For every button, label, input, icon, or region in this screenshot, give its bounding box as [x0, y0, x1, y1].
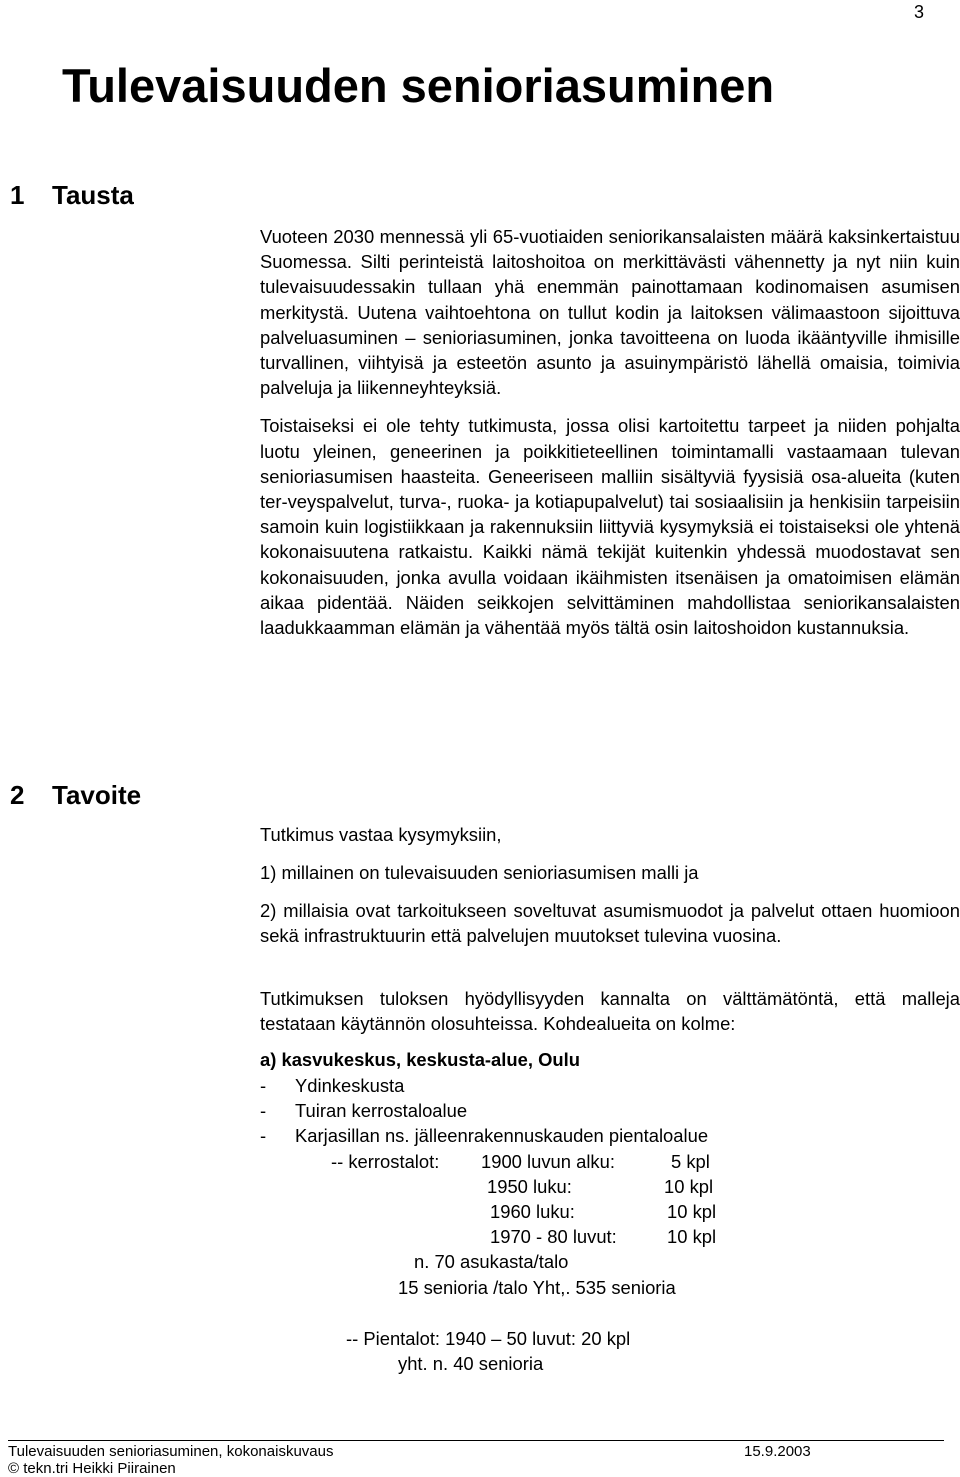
period-label: 1950 luku: — [487, 1176, 572, 1197]
period-label: 1960 luku: — [490, 1201, 575, 1222]
tausta-body — [260, 224, 960, 640]
kerrostalot-label: -- kerrostalot: — [331, 1151, 440, 1172]
tavoite-paragraph: Tutkimuksen tuloksen hyödyllisyyden kannalta on välttämätöntä, että malleja testataan käytännön olosuhteissa. Kohdealueita on kolme: — [260, 988, 960, 1035]
count-value: 10 kpl — [667, 1226, 717, 1247]
area-heading: a) kasvukeskus, keskusta-alue, Oulu — [260, 1049, 580, 1070]
list-item-text: Tuiran kerrostaloalue — [295, 1100, 468, 1121]
page-number: 3 — [914, 2, 925, 22]
period-label: 1970 - 80 luvut: — [490, 1226, 617, 1247]
count-value: 10 kpl — [667, 1201, 717, 1222]
list-item — [260, 1075, 404, 1097]
section-title: Tavoite — [52, 780, 142, 810]
pientalot-line: -- Pientalot: 1940 – 50 luvut: 20 kpl — [346, 1328, 631, 1349]
list-item — [260, 1100, 467, 1122]
list-item-text: Karjasillan ns. jälleenrakennuskauden pientaloalue — [295, 1125, 709, 1146]
question-1: 1) millainen on tulevaisuuden senioriasumisen malli ja — [260, 862, 699, 883]
residents-note: n. 70 asukasta/talo — [414, 1251, 569, 1272]
list-item-text: Ydinkeskusta — [295, 1075, 405, 1096]
list-bullet: - — [260, 1075, 267, 1096]
list-bullet: - — [260, 1100, 267, 1121]
page-title: Tulevaisuuden senioriasuminen — [62, 59, 775, 112]
seniors-note: 15 senioria /talo Yht,. 535 senioria — [398, 1277, 676, 1298]
tausta-paragraph-2: Toistaiseksi ei ole tehty tutkimusta, jossa olisi kartoitettu tarpeet ja niiden pohjalta luotu yleinen, geneerinen ja poikkitieteellinen toimintamalli vastaamaan tulevan senioriasumisen haasteita. Geneeriseen malliin sisältyviä fyysisiä osa-alueita (kuten ter-veyspalvelut, turva-, ruoka- ja kotiapupalvelut) tai sosiaalisiin ja henkisiin tarpeisiin samoin kuin logistiikkaan ja rakennuksiin liittyviä kysymyksiä ei toistaiseksi ole yhtenä kokonaisuutena ratkaistu. Kaikki nämä tekijät kuitenkin yhdessä muodostavat sen kokonaisuuden, jonka avulla voidaan ikäihmisten itsenäisen ja omatoimisen elämän aikaa pidentää. Näiden seikkojen selvittäminen mahdollistaa seniorikansalaisten laadukkaamman elämän ja vähentää myös tältä osin laitoshoidon kustannuksia. — [260, 415, 960, 639]
section-heading-tavoite — [10, 780, 141, 811]
section-title: Tausta — [52, 180, 134, 210]
section-heading-tausta — [10, 180, 134, 211]
section-number: 2 — [10, 780, 25, 810]
footer-author: © tekn.tri Heikki Piirainen — [8, 1460, 176, 1477]
pientalot-total: yht. n. 40 senioria — [398, 1353, 544, 1374]
period-label: 1900 luvun alku: — [481, 1151, 615, 1172]
footer-doc-title: Tulevaisuuden senioriasuminen, kokonaiskuvaus — [8, 1443, 334, 1460]
list-item — [260, 1125, 708, 1147]
list-bullet: - — [260, 1125, 267, 1146]
count-value: 5 kpl — [671, 1151, 710, 1172]
tavoite-intro: Tutkimus vastaa kysymyksiin, — [260, 824, 502, 845]
footer-date: 15.9.2003 — [744, 1443, 811, 1460]
count-value: 10 kpl — [664, 1176, 714, 1197]
question-2: 2) millaisia ovat tarkoitukseen soveltuvat asumismuodot ja palvelut ottaen huomioon sekä infrastruktuurin että palvelujen muutokset tulevina vuosina. — [260, 900, 960, 947]
tausta-paragraph-1: Vuoteen 2030 mennessä yli 65-vuotiaiden seniorikansalaisten määrä kaksinkertaistuu Suomessa. Silti perinteistä laitoshoitoa on merkittävästi vähennetty ja nyt niin kuin tulevaisuudessakin tullaan yhä enemmän painottamaan kodinomaisen asumisen merkitystä. Uutena vaihtoehtona on tullut kodin ja laitoksen välimaastoon sijoittuva palveluasuminen – senioriasuminen, jonka tavoitteena on luoda ikääntyville ihmisille turvallinen, viihtyisä ja esteetön asunto ja asuinympäristö lähellä omaisia, toimivia palveluja ja liikenneyhteyksiä. — [260, 226, 960, 399]
section-number: 1 — [10, 180, 25, 210]
footer-divider — [8, 1440, 944, 1441]
